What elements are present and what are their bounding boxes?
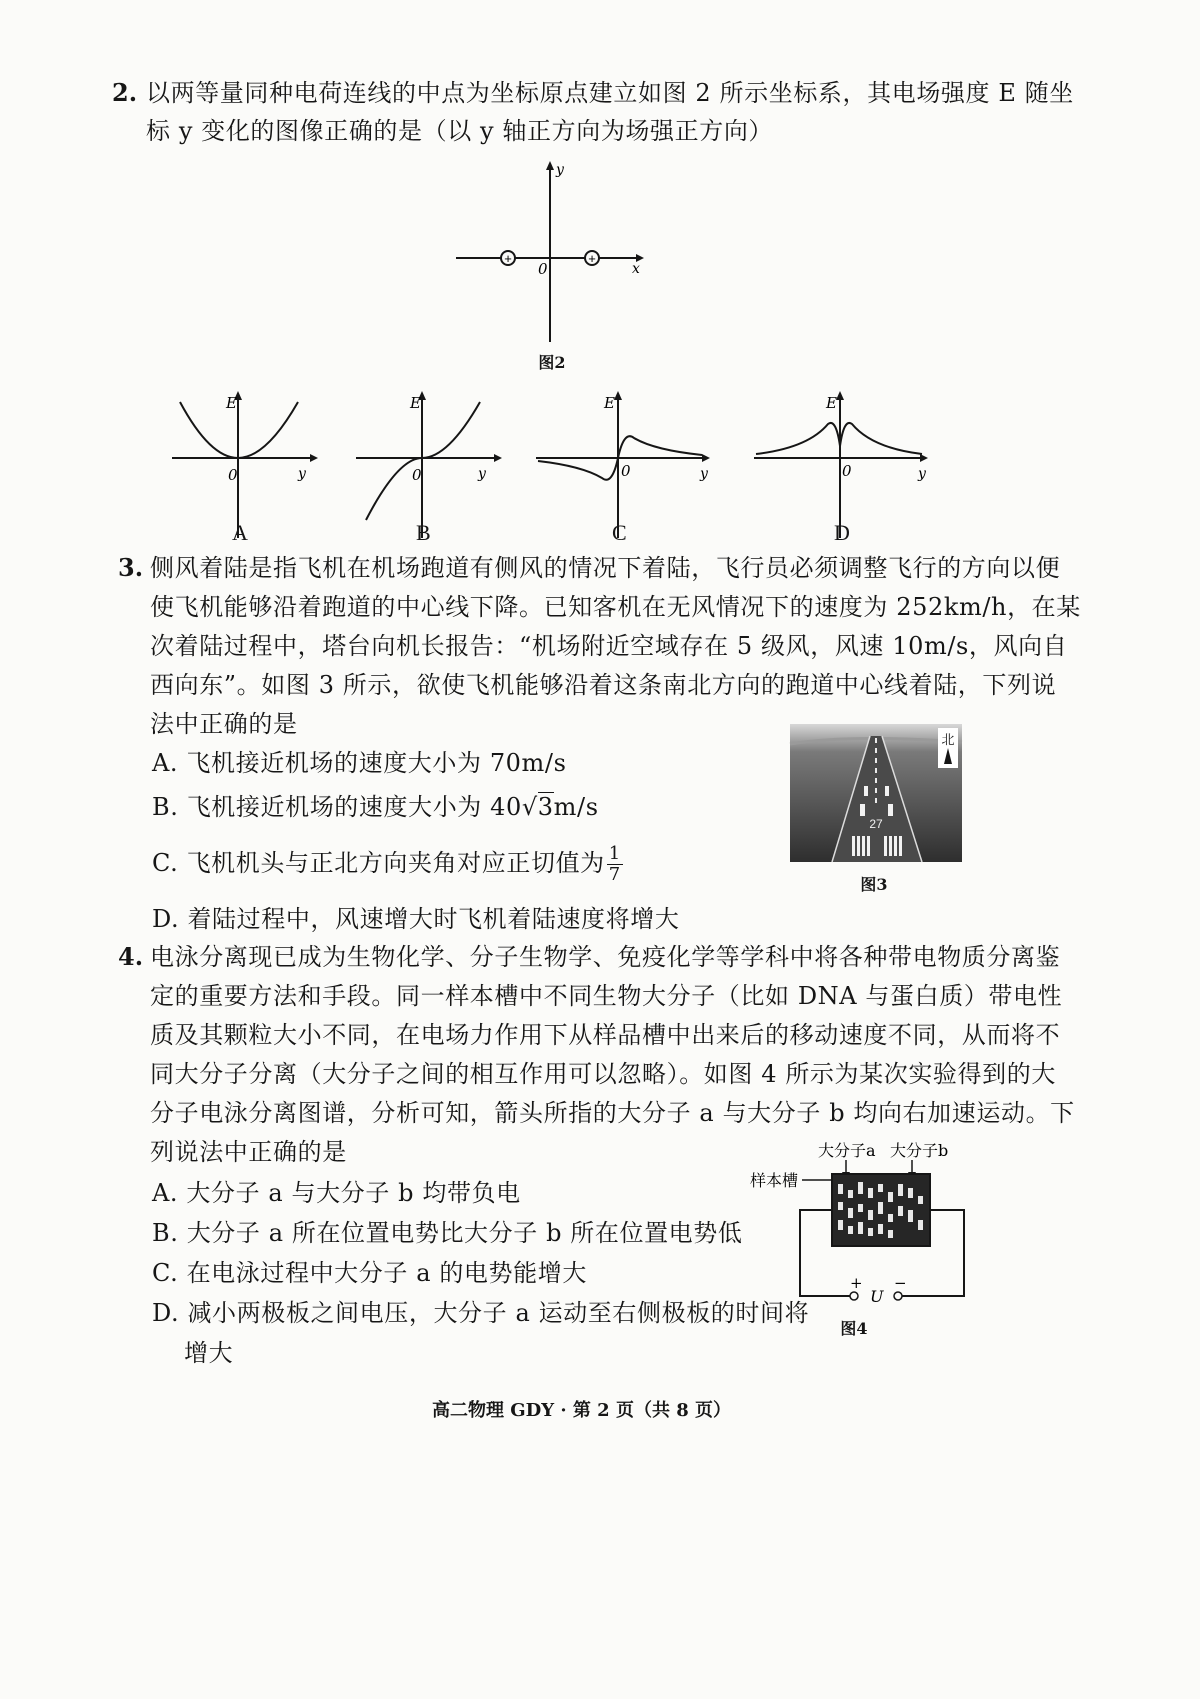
charge-left [501, 251, 515, 266]
graph-c-label: C [612, 520, 627, 545]
svg-text:y: y [700, 466, 708, 482]
fraction-one-seventh: $\frac{1}{7}$ [608, 843, 621, 885]
q3-line-2: 使飞机能够沿着跑道的中心线下降。已知客机在无风情况下的速度为 252km/h，在某 [150, 593, 1081, 621]
q4-line-6: 列说法中正确的是 [150, 1138, 347, 1166]
q4-option-a: A. 大分子 a 与大分子 b 均带负电 [152, 1179, 521, 1207]
q3-option-d: D. 着陆过程中，风速增大时飞机着陆速度将增大 [152, 905, 680, 933]
svg-text:0: 0 [228, 466, 238, 484]
q3-option-b: B. 飞机接近机场的速度大小为 40√3m/s [152, 793, 599, 821]
svg-text:−: − [894, 1274, 907, 1292]
svg-text:y: y [918, 466, 926, 482]
svg-text:+: + [588, 251, 596, 266]
q2-line-2: 标 y 变化的图像正确的是（以 y 轴正方向为场强正方向） [146, 117, 774, 145]
graph-b-label: B [416, 520, 431, 545]
runway-number: 27 [869, 817, 883, 831]
figure-2-diagram [452, 158, 652, 348]
q4-option-d: D. 减小两极板之间电压，大分子 a 运动至右侧极板的时间将 [152, 1299, 810, 1327]
q3-option-c: C. 飞机机头与正北方向夹角对应正切值为 $\frac{1}{7}$ [152, 843, 621, 885]
svg-text:E: E [604, 394, 615, 412]
svg-text:E: E [226, 394, 237, 412]
q3-line-5: 法中正确的是 [150, 710, 298, 738]
q4-line-1: 电泳分离现已成为生物化学、分子生物学、免疫化学等学科中将各种带电物质分离鉴 [150, 943, 1061, 971]
svg-text:+: + [504, 251, 512, 266]
q4-line-4: 同大分子分离（大分子之间的相互作用可以忽略）。如图 4 所示为某次实验得到的大 [150, 1060, 1056, 1088]
fig2-x-label: x [632, 261, 640, 277]
q3-option-a: A. 飞机接近机场的速度大小为 70m/s [152, 749, 567, 777]
q4-number: 4. [118, 942, 144, 971]
charge-right [585, 251, 599, 266]
figure-3-runway-photo [790, 724, 962, 862]
q4-option-b: B. 大分子 a 所在位置电势比大分子 b 所在位置电势低 [152, 1219, 743, 1247]
figure-4-caption: 图4 [840, 1319, 868, 1338]
q4-option-d-continued: 增大 [184, 1339, 234, 1367]
sqrt-symbol: √ [521, 793, 538, 821]
svg-text:0: 0 [621, 462, 631, 480]
q2-line-1: 以两等量同种电荷连线的中点为坐标原点建立如图 2 所示坐标系，其电场强度 E 随坐 [146, 79, 1074, 107]
graph-a [168, 388, 328, 548]
voltage-label: U [870, 1287, 884, 1306]
fig2-y-label: y [556, 162, 564, 178]
graph-b [352, 388, 512, 548]
figure-2-caption: 图2 [538, 353, 566, 372]
svg-text:E: E [826, 394, 837, 412]
label-macromolecule-b: 大分子b [890, 1141, 949, 1160]
svg-text:y: y [478, 466, 486, 482]
svg-text:E: E [410, 394, 421, 412]
svg-text:北: 北 [941, 733, 955, 748]
q2-number: 2. [112, 78, 138, 107]
q4-option-c: C. 在电泳过程中大分子 a 的电势能增大 [152, 1259, 587, 1287]
q3-line-1: 侧风着陆是指飞机在机场跑道有侧风的情况下着陆，飞行员必须调整飞行的方向以便 [150, 554, 1061, 582]
q4-line-2: 定的重要方法和手段。同一样本槽中不同生物大分子（比如 DNA 与蛋白质）带电性 [150, 982, 1063, 1010]
page-footer: 高二物理 GDY · 第 2 页（共 8 页） [432, 1400, 732, 1421]
graph-d-label: D [834, 520, 850, 545]
q3-number: 3. [118, 553, 144, 582]
fig2-origin-label: 0 [538, 260, 548, 278]
label-macromolecule-a: 大分子a [818, 1141, 876, 1160]
q3-line-4: 西向东”。如图 3 所示，欲使飞机能够沿着这条南北方向的跑道中心线着陆，下列说 [150, 671, 1057, 699]
svg-text:+: + [850, 1274, 863, 1292]
figure-4-electrophoresis [744, 1136, 984, 1346]
graph-a-label: A [232, 520, 248, 545]
q4-line-3: 质及其颗粒大小不同，在电场力作用下从样品槽中出来后的移动速度不同，从而将不 [150, 1021, 1061, 1049]
positive-terminal [850, 1292, 858, 1300]
svg-text:0: 0 [842, 462, 852, 480]
svg-text:y: y [298, 466, 306, 482]
label-sample-tank: 样本槽 [750, 1171, 799, 1190]
q3-line-3: 次着陆过程中，塔台向机长报告：“机场附近空域存在 5 级风，风速 10m/s，风向自 [150, 632, 1068, 660]
negative-terminal [894, 1292, 902, 1300]
q4-line-5: 分子电泳分离图谱，分析可知，箭头所指的大分子 a 与大分子 b 均向右加速运动。下 [150, 1099, 1075, 1127]
graph-c [532, 388, 722, 548]
figure-3-caption: 图3 [860, 875, 888, 894]
svg-text:0: 0 [412, 466, 422, 484]
